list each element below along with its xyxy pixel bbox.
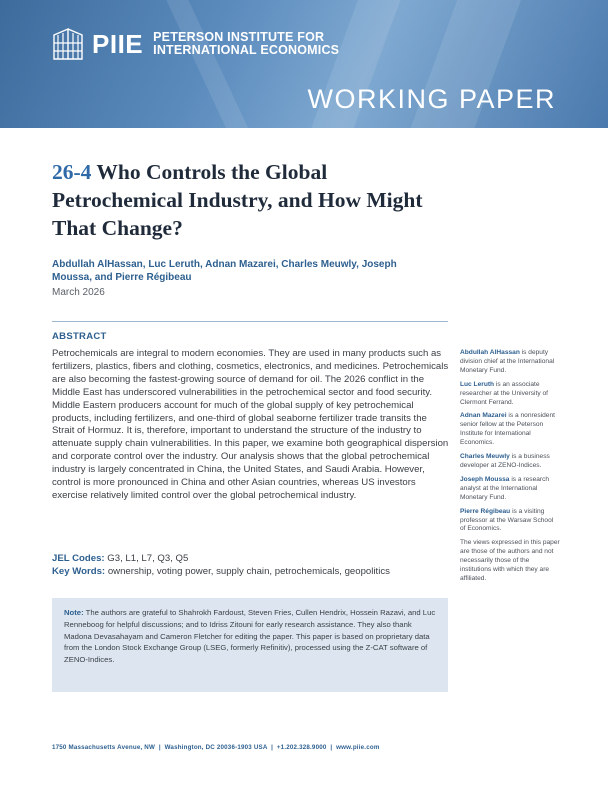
- author-bios-sidebar: [460, 349, 560, 589]
- author-bio: [460, 412, 560, 448]
- paper-title-block: [52, 158, 432, 242]
- org-name: [153, 31, 339, 57]
- author-list: Abdullah AlHassan, Luc Leruth, Adnan Mazarei, Charles Meuwly, Joseph Moussa, and Pierre Régibeau: [52, 259, 397, 283]
- author-bio-text: is a nonresident senior fellow at the Peterson Institute for International Economics.: [460, 412, 555, 447]
- author-bio-name: Adnan Mazarei: [460, 412, 507, 420]
- author-bio-name: Luc Leruth: [460, 380, 495, 388]
- series-label: WORKING PAPER: [307, 84, 556, 114]
- author-bio-text: is an associate researcher at the University of Clermont Ferrand.: [460, 380, 548, 406]
- footer-contact: 1750 Massachusetts Avenue, NW | Washington, DC 20036-1903 USA | +1.202.328.9000 | www.piie.com: [52, 744, 380, 751]
- author-bio: [460, 453, 560, 471]
- author-bio-text: is a visiting professor at the Warsaw School of Economics.: [460, 507, 554, 533]
- author-bio: [460, 508, 560, 535]
- abstract-heading: ABSTRACT: [52, 331, 107, 342]
- author-bio: [460, 381, 560, 408]
- org-name-line1: PETERSON INSTITUTE FOR: [153, 30, 325, 44]
- author-bio-name: Charles Meuwly: [460, 453, 510, 461]
- header-banner: [0, 0, 608, 128]
- author-bio-name: Abdullah AlHassan: [460, 349, 520, 356]
- abstract-text: Petrochemicals are integral to modern economies. They are used in many products such as fertilizers, plastics, fibers and clothing, cosmetics, electronics, and medicines. Petrochemicals are also becoming the fastest-growing source of demand for oil. The 2026 conflict in the Middle East has underscored vulnerabilities in the petrochemical sector and food security. Middle Eastern producers account for much of the global supply of key petrochemical products, including fertilizers, and one-third of global seaborne fertilizer trade transits the Strait of Hormuz. It is, therefore, important to understand the structure of the industry to attenuate supply chain vulnerabilities. In this paper, we examine both geographical dispersion and corporate control over the industry. Our analysis shows that the global petrochemical industry is largely concentrated in China, the United States, and Saudi Arabia. However, control is more pronounced in China and other Asian countries, whereas US investors exercise relatively limited control over the global petrochemical industry.: [52, 348, 449, 501]
- jel-codes-value: G3, L1, L7, Q3, Q5: [107, 553, 189, 564]
- section-divider: [52, 321, 448, 322]
- disclaimer-text: The views expressed in this paper are those of the authors and not necessarily those of the institutions with which they are affiliated.: [460, 539, 560, 582]
- author-bio-name: Joseph Moussa: [460, 475, 510, 483]
- logo-wordmark: PIIE: [92, 28, 144, 59]
- piie-building-icon: [52, 27, 84, 61]
- jel-codes-label: JEL Codes:: [52, 553, 105, 564]
- publication-date: March 2026: [52, 287, 105, 298]
- acknowledgment-note: [52, 598, 448, 692]
- note-text: The authors are grateful to Shahrokh Fardoust, Steven Fries, Cullen Hendrix, Hossein Razavi, and Luc Renneboog for helpful discussions; and to Idriss Zitouni for early research assistance. They also thank Madona Devasahayam and Cameron Fletcher for editing the paper. This paper is based on proprietary data from the London Stock Exchange Group (LSEG, formerly Refinitiv), processed using the Z-CAT software of ZENO-Indices.: [64, 608, 436, 665]
- author-bio-text: is a business developer at ZENO-Indices.: [460, 453, 550, 469]
- paper-title: Who Controls the Global Petrochemical Industry, and How Might That Change?: [52, 160, 423, 240]
- keywords-label: Key Words:: [52, 566, 106, 577]
- keywords-row: [52, 565, 450, 578]
- author-bio-text: is a research analyst at the International Monetary Fund.: [460, 475, 550, 501]
- author-bio-name: Pierre Régibeau: [460, 507, 511, 515]
- note-label: Note:: [64, 608, 84, 617]
- author-bio: [460, 349, 560, 376]
- paper-number: 26-4: [52, 160, 92, 184]
- author-bio: [460, 476, 560, 503]
- jel-codes-row: [52, 552, 450, 565]
- piie-logo[interactable]: [52, 27, 339, 61]
- banner-decoration: [159, 0, 262, 128]
- classification-codes: [52, 552, 450, 578]
- org-name-line2: INTERNATIONAL ECONOMICS: [153, 43, 340, 57]
- author-bio-text: is deputy division chief at the International Monetary Fund.: [460, 349, 555, 374]
- keywords-value: ownership, voting power, supply chain, petrochemicals, geopolitics: [107, 566, 390, 577]
